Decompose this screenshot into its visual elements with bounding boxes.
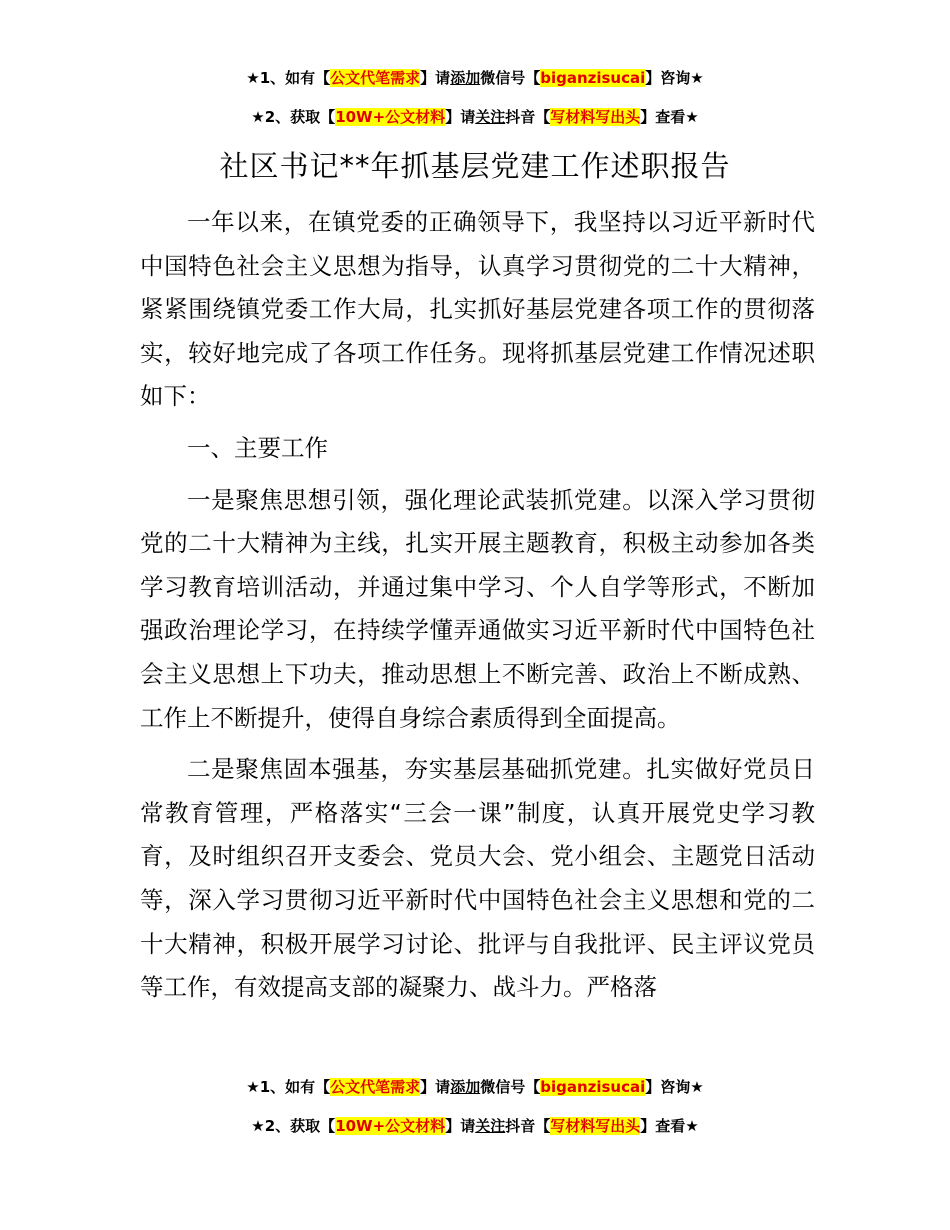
highlight-materials: 10W+公文材料 bbox=[335, 108, 446, 126]
underlined-word: 关注 bbox=[475, 108, 506, 126]
banner-text: 】咨询★ bbox=[645, 1078, 704, 1096]
highlight-douyin-account: 写材料写出头 bbox=[550, 1117, 641, 1135]
banner-text: ★2、获取【 bbox=[251, 108, 336, 126]
paragraph-point-2: 二是聚焦固本强基，夯实基层基础抓党建。扎实做好党员日常教育管理，严格落实“三会一课”制度，认真开展党史学习教育，及时组织召开支委会、党员大会、党小组会、主题党日活动等，深入学习贯彻习近平新时代中国特色社会主义思想和党的二十大精神，积极开展学习讨论、批评与自我批评、民主评议党员等工作，有效提高支部的凝聚力、战斗力。严格落 bbox=[140, 755, 815, 1002]
banner-text: 】请 bbox=[420, 69, 451, 87]
banner-text: ★1、如有【 bbox=[246, 1078, 331, 1096]
banner-text: 】请 bbox=[420, 1078, 451, 1096]
section-heading: 一、主要工作 bbox=[187, 433, 328, 462]
promo-banner-top-line2 bbox=[0, 106, 950, 128]
underlined-word: 添加 bbox=[450, 69, 481, 87]
promo-banner-top-line1 bbox=[0, 67, 950, 89]
banner-text: 抖音【 bbox=[505, 108, 551, 126]
promo-banner-bottom-line2 bbox=[0, 1115, 950, 1137]
banner-text: 】查看★ bbox=[640, 1117, 699, 1135]
paragraph-point-1: 一是聚焦思想引领，强化理论武装抓党建。以深入学习贯彻党的二十大精神为主线，扎实开展主题教育，积极主动参加各类学习教育培训活动，并通过集中学习、个人自学等形式，不断加强政治理论学习，在持续学懂弄通做实习近平新时代中国特色社会主义思想上下功夫，推动思想上不断完善、政治上不断成熟、工作上不断提升，使得自身综合素质得到全面提高。 bbox=[140, 485, 815, 732]
document-title: 社区书记**年抓基层党建工作述职报告 bbox=[219, 149, 731, 183]
banner-text: ★2、获取【 bbox=[251, 1117, 336, 1135]
highlight-service: 公文代笔需求 bbox=[330, 1078, 421, 1096]
promo-banner-bottom-line1 bbox=[0, 1076, 950, 1098]
banner-text: 微信号【 bbox=[480, 69, 541, 87]
highlight-service: 公文代笔需求 bbox=[330, 69, 421, 87]
banner-text: 抖音【 bbox=[505, 1117, 551, 1135]
underlined-word: 添加 bbox=[450, 1078, 481, 1096]
underlined-word: 关注 bbox=[475, 1117, 506, 1135]
banner-text: 】请 bbox=[445, 108, 476, 126]
highlight-wechat-id: biganzisucai bbox=[540, 1078, 646, 1096]
highlight-materials: 10W+公文材料 bbox=[335, 1117, 446, 1135]
highlight-douyin-account: 写材料写出头 bbox=[550, 108, 641, 126]
banner-text: 】咨询★ bbox=[645, 69, 704, 87]
paragraph-intro: 一年以来，在镇党委的正确领导下，我坚持以习近平新时代中国特色社会主义思想为指导，认真学习贯彻党的二十大精神，紧紧围绕镇党委工作大局，扎实抓好基层党建各项工作的贯彻落实，较好地完成了各项工作任务。现将抓基层党建工作情况述职如下： bbox=[140, 208, 815, 411]
highlight-wechat-id: biganzisucai bbox=[540, 69, 646, 87]
banner-text: 】查看★ bbox=[640, 108, 699, 126]
banner-text: 】请 bbox=[445, 1117, 476, 1135]
document-body bbox=[140, 201, 815, 1018]
banner-text: ★1、如有【 bbox=[246, 69, 331, 87]
banner-text: 微信号【 bbox=[480, 1078, 541, 1096]
